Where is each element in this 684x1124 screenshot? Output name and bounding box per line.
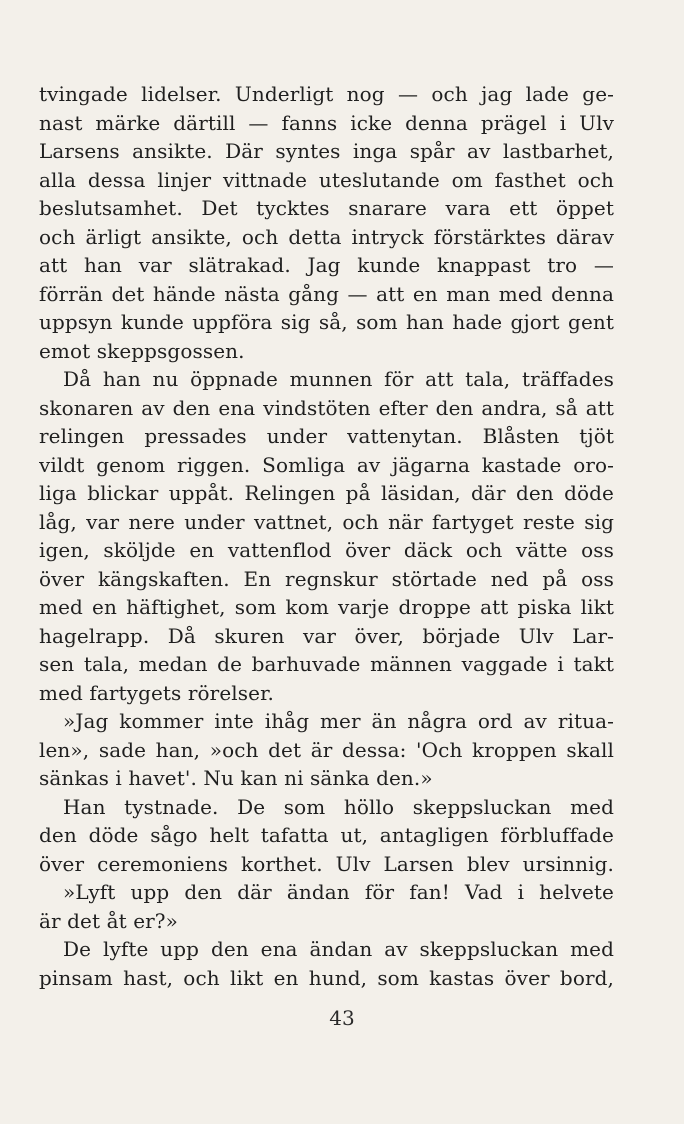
text-line: igen, sköljde en vattenflod över däck och vätte oss xyxy=(39,538,614,562)
text-line: Larsens ansikte. Där syntes inga spår av lastbarhet, xyxy=(39,139,614,163)
text-line: låg, var nere under vattnet, och när fartyget reste sig xyxy=(39,509,614,534)
text-line: med en häftighet, som kom varje droppe att piska likt xyxy=(39,595,614,619)
text-line: pinsam hast, och likt en hund, som kastas över bord, xyxy=(39,965,614,990)
text-line: liga blickar uppåt. Relingen på läsidan, där den döde xyxy=(39,481,614,505)
text-line: och ärligt ansikte, och detta intryck förstärktes därav xyxy=(39,224,614,249)
text-line: förrän det hände nästa gång — att en man med denna xyxy=(39,281,614,306)
text-line: Han tystnade. De som höllo skeppsluckan med xyxy=(63,794,614,819)
text-line: tvingade lidelser. Underligt nog — och jag lade ge- xyxy=(39,82,614,106)
text-line: De lyfte upp den ena ändan av skeppsluckan med xyxy=(63,937,614,961)
text-line: »Lyft upp den där ändan för fan! Vad i helvete xyxy=(63,880,614,904)
text-line: skonaren av den ena vindstöten efter den andra, så att xyxy=(39,395,614,420)
text-line: över kängskaften. En regnskur störtade ned på oss xyxy=(39,566,614,591)
text-body xyxy=(39,80,614,992)
text-line: alla dessa linjer vittnade uteslutande om fasthet och xyxy=(39,167,614,192)
page-number: 43 xyxy=(329,1006,355,1030)
text-line: sen tala, medan de barhuvade männen vaggade i takt xyxy=(39,652,614,676)
text-line: sänkas i havet'. Nu kan ni sänka den.» xyxy=(39,766,433,790)
text-line: beslutsamhet. Det tycktes snarare vara ett öppet xyxy=(39,196,614,220)
text-line: att han var slätrakad. Jag kunde knappast tro — xyxy=(39,253,614,277)
text-line: relingen pressades under vattenytan. Blåsten tjöt xyxy=(39,424,614,448)
text-line: vildt genom riggen. Somliga av jägarna kastade oro- xyxy=(39,452,614,477)
text-line: hagelrapp. Då skuren var över, började Ulv Lar- xyxy=(39,623,614,648)
text-line: är det åt er?» xyxy=(39,908,178,933)
text-line: Då han nu öppnade munnen för att tala, träffades xyxy=(63,367,614,391)
text-line: len», sade han, »och det är dessa: 'Och kroppen skall xyxy=(39,737,614,762)
text-line: »Jag kommer inte ihåg mer än några ord av ritua- xyxy=(63,709,614,733)
text-line: nast märke därtill — fanns icke denna prägel i Ulv xyxy=(39,110,614,135)
text-line: med fartygets rörelser. xyxy=(39,680,274,705)
text-line: över ceremoniens korthet. Ulv Larsen blev ursinnig. xyxy=(39,851,614,876)
text-line: den döde sågo helt tafatta ut, antagligen förbluffade xyxy=(39,823,614,847)
text-line: emot skeppsgossen. xyxy=(39,338,245,363)
text-line: uppsyn kunde uppföra sig så, som han hade gjort gent xyxy=(39,310,614,334)
